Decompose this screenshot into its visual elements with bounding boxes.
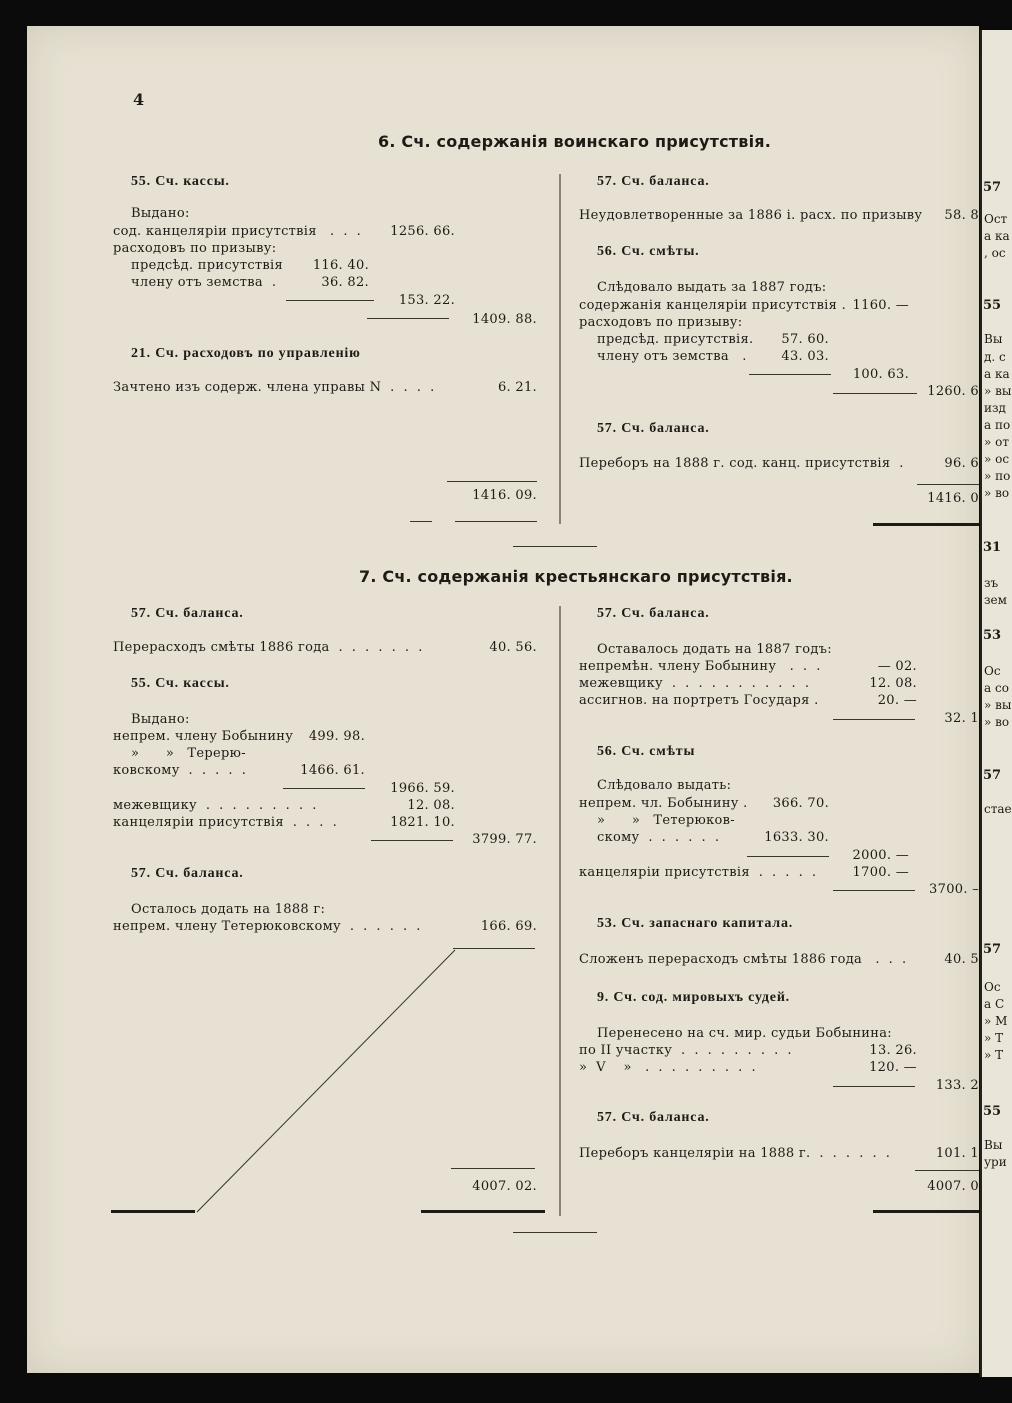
edge-text: изд	[984, 401, 1006, 415]
total-value: 133. 2	[935, 1078, 979, 1093]
edge-text: зем	[984, 593, 1007, 607]
edge-text: » ос	[984, 452, 1010, 466]
cancellation-line	[187, 946, 459, 1218]
edge-text: 53	[983, 628, 1002, 643]
entry-label: Перерасходъ смѣты 1886 года . . . . . . .	[113, 640, 423, 655]
account-heading: 57. Сч. баланса.	[597, 174, 710, 189]
entry-label: Переборъ канцеляріи на 1888 г. . . . . . .	[579, 1146, 891, 1161]
entry-label: ковскому . . . . .	[113, 763, 247, 778]
section-separator	[513, 546, 597, 547]
entry-label: члену отъ земства .	[597, 349, 747, 364]
entry-value: 120. —	[869, 1060, 917, 1075]
sum-rule	[833, 393, 917, 394]
facing-page-edge	[980, 30, 1012, 1377]
entry-label: расходовъ по призыву:	[113, 241, 277, 256]
account-heading: 55. Сч. кассы.	[131, 676, 230, 691]
entry-value: 6. 21.	[497, 380, 537, 395]
section-separator	[513, 1232, 597, 1233]
entry-value: 1256. 66.	[390, 224, 455, 239]
entry-label: ассигнов. на портретъ Государя .	[579, 693, 819, 708]
sum-rule	[367, 318, 449, 319]
entry-value: 40. 56.	[489, 640, 537, 655]
edge-text: » Т	[984, 1048, 1004, 1062]
entry-label: скому . . . . . .	[597, 830, 720, 845]
edge-text: зъ	[984, 576, 999, 590]
edge-text: 57	[983, 180, 1002, 195]
account-heading: 55. Сч. кассы.	[131, 174, 230, 189]
entry-value: 1700. —	[852, 865, 909, 880]
entry-value: 1466. 61.	[300, 763, 365, 778]
sum-rule	[451, 1168, 535, 1169]
account-heading: 57. Сч. баланса.	[597, 421, 710, 436]
entry-value: — 02.	[877, 659, 917, 674]
account-heading: 57. Сч. баланса.	[597, 606, 710, 621]
entry-value: 101. 1	[935, 1146, 979, 1161]
edge-text: а С	[984, 997, 1005, 1011]
entry-value: 57. 60.	[781, 332, 829, 347]
subtotal-value: 1966. 59.	[390, 781, 455, 796]
entry-label: предсѣд. присутствія	[131, 258, 283, 273]
entry-label: Сложенъ перерасходъ смѣты 1886 года . . .	[579, 952, 907, 967]
account-heading: 57. Сч. баланса.	[597, 1110, 710, 1125]
edge-text: » во	[984, 486, 1010, 500]
grand-total-value: 1416. 09.	[472, 488, 537, 503]
sum-rule	[283, 788, 365, 789]
account-heading: 57. Сч. баланса.	[131, 606, 244, 621]
entry-label: » » Терерю-	[131, 746, 246, 761]
entry-label: межевщику . . . . . . . . . . .	[579, 676, 810, 691]
edge-text: » от	[984, 435, 1010, 449]
edge-text: » вы	[984, 698, 1012, 712]
edge-text: » вы	[984, 384, 1012, 398]
sum-rule	[833, 1086, 915, 1087]
total-value: 32. 1	[944, 711, 979, 726]
sum-rule	[447, 481, 537, 482]
account-heading: 56. Сч. смѣты	[597, 744, 696, 759]
entry-value: 116. 40.	[312, 258, 369, 273]
sum-rule	[833, 719, 915, 720]
edge-text: Ос	[984, 664, 1001, 678]
edge-text: Вы	[984, 332, 1003, 346]
entry-label: канцеляріи присутствія . . . .	[113, 815, 338, 830]
account-heading: 21. Сч. расходовъ по управленію	[131, 346, 361, 361]
edge-text: 55	[983, 298, 1002, 313]
document-page	[27, 26, 979, 1373]
double-rule	[410, 521, 432, 522]
entry-value: 499. 98.	[308, 729, 365, 744]
entry-value: 166. 69.	[480, 919, 537, 934]
closing-rule	[873, 523, 979, 526]
edge-text: Вы	[984, 1138, 1003, 1152]
entry-label: канцеляріи присутствія . . . . .	[579, 865, 817, 880]
edge-text: ури	[984, 1155, 1007, 1169]
sum-rule	[749, 374, 831, 375]
entry-label: Осталось додать на 1888 г:	[131, 902, 326, 917]
entry-label: непрем. члену Тетерюковскому . . . . . .	[113, 919, 421, 934]
edge-text: 31	[983, 540, 1002, 555]
entry-value: 58. 8	[944, 208, 979, 223]
entry-value: 12. 08.	[407, 798, 455, 813]
grand-total-value: 4007. 02.	[472, 1179, 537, 1194]
text-label: Выдано:	[131, 206, 190, 221]
closing-rule	[873, 1210, 979, 1213]
entry-value: 1633. 30.	[764, 830, 829, 845]
closing-rule	[111, 1210, 195, 1213]
edge-text: а по	[984, 418, 1011, 432]
edge-text: Ос	[984, 980, 1001, 994]
entry-label: предсѣд. присутствія.	[597, 332, 754, 347]
sum-rule	[915, 1170, 979, 1171]
edge-text: Ост	[984, 212, 1008, 226]
account-heading: 53. Сч. запаснаго капитала.	[597, 916, 794, 931]
text-label: Выдано:	[131, 712, 190, 727]
column-divider	[559, 606, 561, 1216]
sum-rule	[747, 856, 829, 857]
page-number: 4	[133, 90, 145, 109]
sum-rule	[917, 484, 979, 485]
total-value: 3799. 77.	[472, 832, 537, 847]
section-7-title: 7. Сч. содержанія крестьянскаго присутствія.	[359, 567, 793, 586]
entry-label: содержанія канцеляріи присутствія .	[579, 298, 847, 313]
sum-rule	[371, 840, 453, 841]
entry-label: члену отъ земства .	[131, 275, 277, 290]
entry-label: » V » . . . . . . . . .	[579, 1060, 756, 1075]
edge-text: » М	[984, 1014, 1008, 1028]
grand-total-value: 4007. 0	[927, 1179, 979, 1194]
total-value: 1409. 88.	[472, 312, 537, 327]
total-value: 3700. –	[929, 882, 979, 897]
entry-value: 43. 03.	[781, 349, 829, 364]
entry-value: 20. —	[877, 693, 917, 708]
account-heading: 9. Сч. сод. мировыхъ судей.	[597, 990, 790, 1005]
entry-label: Перенесено на сч. мир. судьи Бобынина:	[597, 1026, 892, 1041]
edge-text: 57	[983, 942, 1002, 957]
total-value: 1260. 6	[927, 384, 979, 399]
entry-label: по II участку . . . . . . . . .	[579, 1043, 792, 1058]
account-heading: 57. Сч. баланса.	[131, 866, 244, 881]
edge-text: а ка	[984, 367, 1010, 381]
section-6-title: 6. Сч. содержанія воинскаго присутствія.	[378, 132, 772, 151]
edge-text: а ка	[984, 229, 1010, 243]
edge-text: » во	[984, 715, 1010, 729]
entry-label: расходовъ по призыву:	[579, 315, 743, 330]
sum-rule	[453, 948, 535, 949]
double-rule	[455, 521, 537, 522]
subtotal-value: 153. 22.	[398, 293, 455, 308]
entry-label: Переборъ на 1888 г. сод. канц. присутствія .	[579, 456, 904, 471]
account-heading: 56. Сч. смѣты.	[597, 244, 700, 259]
edge-text: » Т	[984, 1031, 1004, 1045]
sum-rule	[833, 890, 915, 891]
entry-label: сод. канцеляріи присутствія . . .	[113, 224, 362, 239]
entry-label: непремѣн. члену Бобынину . . .	[579, 659, 821, 674]
closing-rule	[421, 1210, 545, 1213]
entry-label: Слѣдовало выдать за 1887 годъ:	[597, 280, 827, 295]
subtotal-value: 100. 63.	[852, 367, 909, 382]
edge-text: а со	[984, 681, 1009, 695]
edge-text: д. с	[984, 350, 1006, 364]
entry-label: непрем. чл. Бобынину .	[579, 796, 748, 811]
entry-value: 40. 5	[944, 952, 979, 967]
entry-value: 13. 26.	[869, 1043, 917, 1058]
entry-value: 12. 08.	[869, 676, 917, 691]
entry-value: 1821. 10.	[390, 815, 455, 830]
entry-value: 36. 82.	[321, 275, 369, 290]
entry-value: 366. 70.	[772, 796, 829, 811]
entry-label: непрем. члену Бобынину	[113, 729, 294, 744]
grand-total-value: 1416. 0	[927, 491, 979, 506]
entry-label: Слѣдовало выдать:	[597, 778, 732, 793]
column-divider	[559, 174, 561, 524]
entry-label: » » Тетерюков-	[597, 813, 735, 828]
edge-text: 55	[983, 1104, 1002, 1119]
entry-label: Оставалось додать на 1887 годъ:	[597, 642, 832, 657]
edge-text: стае	[984, 802, 1012, 816]
edge-text: 57	[983, 768, 1002, 783]
entry-value: 1160. —	[852, 298, 909, 313]
entry-value: 96. 6	[944, 456, 979, 471]
entry-label: межевщику . . . . . . . . .	[113, 798, 317, 813]
edge-text: » по	[984, 469, 1011, 483]
sum-rule	[286, 300, 374, 301]
edge-text: , ос	[984, 246, 1006, 260]
entry-label: Зачтено изъ содерж. члена управы N . . . .	[113, 380, 435, 395]
subtotal-value: 2000. —	[852, 848, 909, 863]
entry-label: Неудовлетворенные за 1886 і. расх. по призыву	[579, 208, 923, 223]
